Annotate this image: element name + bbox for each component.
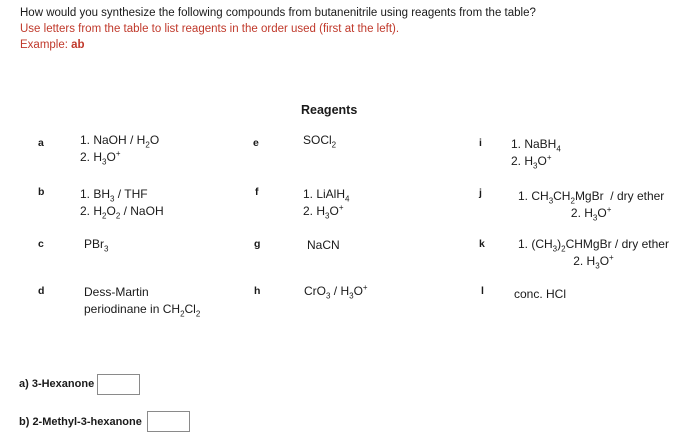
reagent-c-line-1: PBr$_3$ <box>84 237 109 254</box>
answer-input-3-hexanone[interactable] <box>97 374 140 395</box>
reagent-letter-d: d <box>38 285 45 297</box>
reagent-k-line-1: 1. $(CH_3)_2CHMgBr$ / dry ether <box>518 237 669 254</box>
reagent-j <box>518 188 664 222</box>
reagent-d-line-2: periodinane in $CH_2Cl_2$ <box>84 302 201 319</box>
example-prefix: Example: <box>20 39 72 51</box>
reagent-g <box>307 237 340 254</box>
example-value: ab <box>71 39 85 51</box>
reagents-header: Reagents <box>301 103 358 117</box>
reagent-e <box>303 132 336 149</box>
reagent-b-line-2: 2. $H_2O_2$ / NaOH <box>80 204 164 221</box>
answer-input-2-methyl-3-hexanone[interactable] <box>147 411 190 432</box>
reagent-a-line-1: 1. NaOH / $H_2O$ <box>80 133 160 150</box>
reagent-a <box>80 132 159 166</box>
instruction-note: Use letters from the table to list reagents in the order used (first at the left). <box>20 23 400 35</box>
reagent-letter-e: e <box>253 137 259 149</box>
reagent-c <box>84 236 108 253</box>
reagent-letter-k: k <box>479 238 485 250</box>
reagent-j-line-1: 1. $CH_3CH_2MgBr$ / dry ether <box>518 189 665 206</box>
reagent-h <box>304 283 368 300</box>
reagent-letter-a: a <box>38 137 44 149</box>
reagent-b <box>80 186 164 220</box>
reagent-g-line-1: NaCN <box>307 238 340 252</box>
reagent-a-line-2: 2. $H_3O^+$ <box>80 149 121 167</box>
reagent-letter-h: h <box>254 285 261 297</box>
reagent-letter-c: c <box>38 238 44 250</box>
reagent-k-line-2: 2. $H_3O^+$ <box>573 253 614 271</box>
answer-label-2-methyl-3-hexanone: b) 2-Methyl-3-hexanone <box>19 416 142 428</box>
reagent-f-line-2: 2. $H_3O^+$ <box>303 203 344 221</box>
reagent-k <box>518 236 669 270</box>
reagent-h-line-1: $CrO_3 / H_3O^+$ <box>304 283 368 301</box>
example-text <box>20 39 85 51</box>
reagent-j-line-2: 2. $H_3O^+$ <box>570 205 612 223</box>
reagent-letter-j: j <box>479 187 482 199</box>
question-text: How would you synthesize the following compounds from butanenitrile using reagents from the table? <box>20 7 536 19</box>
reagent-letter-l: l <box>481 285 484 297</box>
reagent-f-line-1: 1. LiAlH$_4$ <box>303 187 350 204</box>
reagent-letter-f: f <box>255 186 259 198</box>
reagent-l-line-1: conc. HCl <box>514 287 567 301</box>
reagent-d <box>84 284 200 318</box>
reagent-i <box>511 136 561 170</box>
reagent-letter-g: g <box>254 238 261 250</box>
reagent-e-line-1: SOCl$_2$ <box>303 133 337 150</box>
reagent-d-line-1: Dess-Martin <box>84 285 149 299</box>
reagent-letter-b: b <box>38 186 45 198</box>
reagent-letter-i: i <box>479 137 482 149</box>
reagent-l <box>514 286 566 303</box>
reagent-i-line-2: 2. $H_3O^+$ <box>511 153 552 171</box>
reagent-i-line-1: 1. NaBH$_4$ <box>511 137 561 154</box>
reagent-b-line-1: 1. $BH_3$ / THF <box>80 187 148 204</box>
answer-label-3-hexanone: a) 3-Hexanone <box>19 378 95 390</box>
reagent-f <box>303 186 349 220</box>
